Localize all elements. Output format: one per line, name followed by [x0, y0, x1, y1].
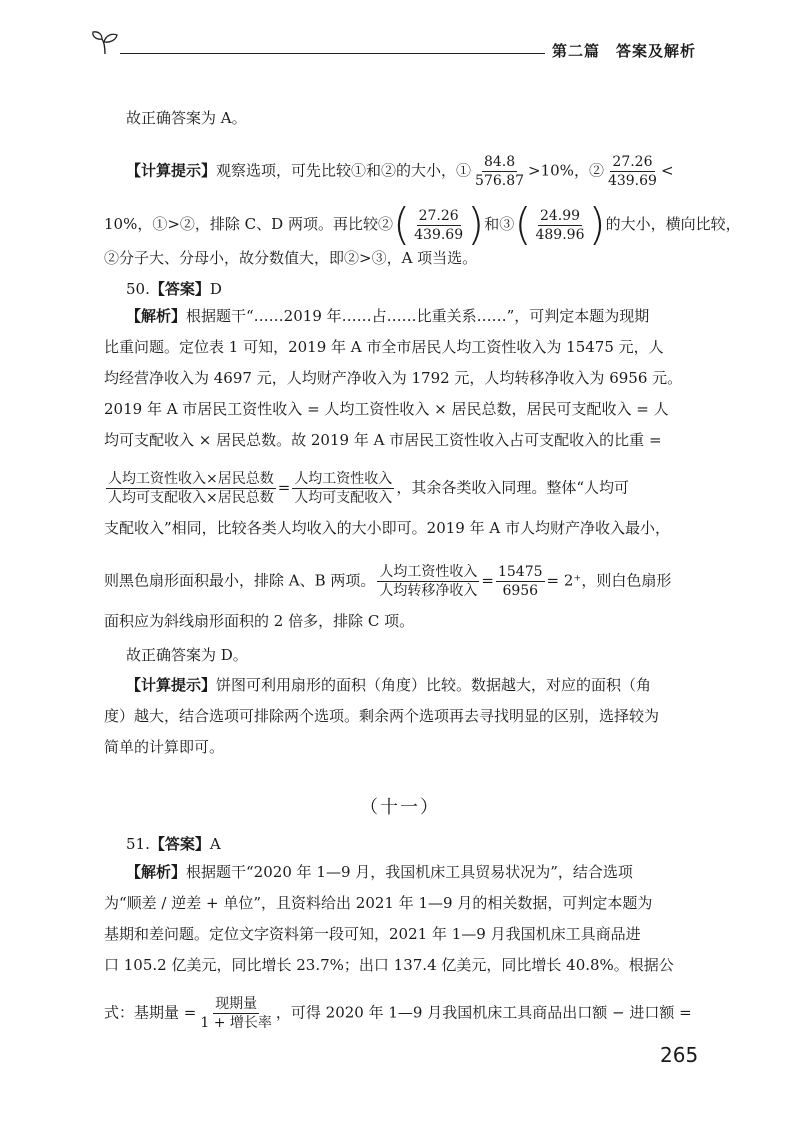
q49-tip-label: 【计算提示】	[126, 161, 217, 180]
text: 的大小，横向比较，	[605, 215, 741, 233]
analysis-label: 【解析】	[126, 863, 187, 881]
text: >10%，②	[528, 161, 604, 180]
q51-analysis-line-2: 为“顺差 / 逆差 + 单位”，且资料给出 2021 年 1—9 月的相关数据，可判定本题为	[104, 894, 653, 912]
fraction	[292, 470, 394, 507]
answer-value: D	[209, 280, 222, 298]
tip-label: 【计算提示】	[126, 676, 217, 694]
text: 10%，①>②，排除 C、D 两项。再比较②	[104, 215, 393, 233]
text: =	[277, 478, 291, 497]
text: ，其余各类收入同理。整体“人均可	[396, 478, 629, 497]
answer-value: A	[209, 835, 221, 853]
q49-tip-line-2	[104, 199, 741, 250]
q50-tip-line-2: 度）越大，结合选项可排除两个选项。剩余两个选项再去寻找明显的区别，选择较为	[104, 707, 660, 725]
q51-answer-heading	[126, 834, 221, 854]
q50-analysis-line-8	[104, 563, 671, 600]
question-number: 51.	[126, 835, 150, 853]
denominator: 489.96	[535, 226, 585, 243]
section-title: （十一）	[360, 797, 440, 818]
denominator: 人均可支配收入×居民总数	[108, 490, 274, 506]
q51-analysis-line-1	[126, 862, 633, 882]
q49-answer-line: 故正确答案为 A。	[126, 109, 247, 127]
numerator: 人均工资性收入	[294, 471, 393, 487]
bracket: )	[467, 199, 485, 250]
q50-tip-line-1	[126, 675, 651, 695]
fraction	[198, 995, 274, 1032]
text: 和③	[484, 215, 515, 233]
q50-analysis-line-1	[126, 306, 649, 326]
text: 式：基期量 =	[104, 1003, 197, 1022]
bracket: (	[514, 199, 532, 250]
question-number: 50.	[126, 280, 150, 298]
numerator: 84.8	[483, 154, 516, 170]
page-number: 265	[660, 1043, 699, 1067]
numerator: 24.99	[539, 207, 581, 224]
text: 观察选项，可先比较①和②的大小，①	[216, 161, 472, 180]
q50-analysis-line-7: 支配收入”相同，比较各类人均收入的大小即可。2019 年 A 市人均财产净收入最小，	[104, 519, 670, 537]
q50-answer-line: 故正确答案为 D。	[126, 646, 248, 664]
text: 根据题干“……2019 年……占……比重关系……”，可判定本题为现期	[186, 307, 650, 325]
denominator: 439.69	[607, 173, 657, 189]
q50-analysis-line-3: 均经营净收入为 4697 元，人均财产净收入为 1792 元，人均转移净收入为 6956 元。	[104, 369, 683, 387]
fraction	[106, 470, 276, 507]
numerator: 27.26	[418, 207, 459, 224]
q50-answer-heading	[126, 279, 222, 299]
text: ，可得 2020 年 1—9 月我国机床工具商品出口额 − 进口额 =	[275, 1003, 692, 1022]
analysis-label: 【解析】	[126, 307, 187, 325]
denominator: 人均可支配收入	[294, 490, 393, 506]
fraction	[496, 563, 545, 600]
denominator: 1 + 增长率	[200, 1015, 272, 1031]
answer-label: 【答案】	[149, 835, 210, 853]
q51-analysis-line-5	[104, 995, 692, 1032]
fraction	[533, 207, 586, 244]
numerator: 人均工资性收入×居民总数	[108, 471, 274, 487]
q49-tip-line-3: ②分子大、分母小，故分数值大，即②>③，A 项当选。	[104, 249, 478, 267]
answer-label: 【答案】	[149, 280, 210, 298]
text: 则黑色扇形面积最小，排除 A、B 两项。	[104, 571, 376, 590]
numerator: 15475	[497, 564, 543, 580]
bracket: (	[392, 199, 411, 250]
fraction	[606, 153, 659, 190]
fraction	[473, 153, 526, 190]
denominator: 576.87	[475, 173, 525, 189]
text: =	[481, 571, 494, 590]
q50-analysis-line-5: 均可支配收入 × 居民总数。故 2019 年 A 市居民工资性收入占可支配收入的比重 =	[104, 431, 662, 449]
numerator: 现期量	[215, 996, 258, 1012]
header-rule	[120, 53, 545, 54]
q50-tip-line-3: 简单的计算即可。	[104, 738, 225, 756]
bracket: )	[588, 199, 606, 250]
denominator: 439.69	[414, 226, 464, 243]
text: 饼图可利用扇形的面积（角度）比较。数据越大，对应的面积（角	[216, 676, 652, 694]
denominator: 人均转移净收入	[379, 583, 478, 599]
q50-analysis-line-6	[104, 470, 629, 507]
q50-analysis-line-9: 面积应为斜线扇形面积的 2 倍多，排除 C 项。	[104, 612, 415, 630]
fraction	[377, 563, 479, 600]
q51-analysis-line-4: 口 105.2 亿美元，同比增长 23.7%；出口 137.4 亿美元，同比增长 40.8%。根据公	[104, 956, 674, 974]
text: 根据题干“2020 年 1—9 月，我国机床工具贸易状况为”，结合选项	[186, 863, 633, 881]
fraction	[412, 207, 465, 244]
denominator: 6956	[502, 583, 539, 599]
header-title: 第二篇 答案及解析	[552, 42, 697, 60]
text: <	[660, 161, 674, 180]
q49-tip-line-1	[126, 153, 674, 190]
q51-analysis-line-3: 基期和差问题。定位文字资料第一段可知，2021 年 1—9 月我国机床工具商品进	[104, 925, 641, 943]
q50-analysis-line-2: 比重问题。定位表 1 可知，2019 年 A 市全市居民人均工资性收入为 15475 元，人	[104, 338, 664, 356]
sprout-icon	[90, 30, 120, 56]
numerator: 人均工资性收入	[379, 564, 478, 580]
q50-analysis-line-4: 2019 年 A 市居民工资性收入 = 人均工资性收入 × 居民总数，居民可支配收入 = 人	[104, 400, 669, 418]
text: = 2⁺，则白色扇形	[546, 571, 672, 590]
numerator: 27.26	[612, 154, 653, 170]
